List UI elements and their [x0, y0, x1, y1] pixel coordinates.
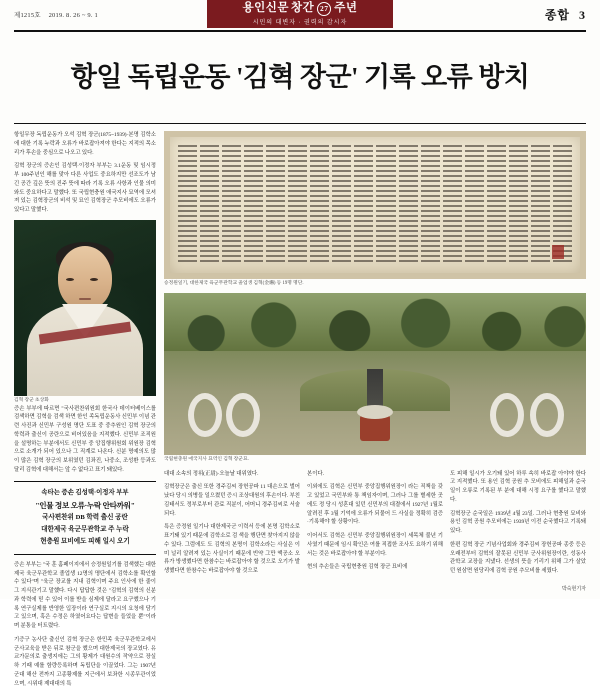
military-academy-document — [164, 131, 586, 279]
paragraph: 대대 소속의 정위(正尉)·오늘날 대위였다. — [164, 470, 259, 477]
paragraph: 이어서도 김혁은 신민부 중앙집행위원장이 세목체 불년 기사였기 때문에 임시 확인은 여를 직접한 조사도 요하기 위해서는 것은 바로잡아야 할 부분이다. — [307, 533, 443, 557]
paragraph: 항일무장 독립운동가 오석 김혁 장군(1875~1939)·본명 김학소에 대한 기록 누락과 오류가 바로잡아져야 한다는 지적의 목소리가 후손을 중심으로 나오고 있다. — [14, 132, 156, 156]
quote-line-4: 현충원 묘비에도 피해 일시 오기 — [40, 538, 130, 546]
quote-line-3: 대한제국 육군무관학교 주 누락 — [41, 526, 129, 534]
paragraph: 김혁 장군의 증손인 김성택·이정자 부부는 3.1운동 및 임시정부 100주년인 해를 맞아 다른 사업도 중요하지만 선조도가 남긴 공간 깊은 뜻의 진주 뜻에 따라 기록 오류 사항과 인물 의미와도 중요하다고 말했다. 또 국립현충원 애국지사 묘역에 모셔져 있는 김혁장군의 비석 및 묘인 김혁장군 추모비에도 오류가 있다고 말했다. — [14, 163, 156, 214]
document-text-lines — [178, 145, 572, 263]
text-column-1 — [164, 470, 300, 592]
page-headline: 항일 독립운동 '김혁 장군' 기록 오류 방치 — [70, 62, 530, 93]
paragraph: 김혁장군 순국일은 1939년 4월 23일. 그러나 현충원 묘비와 용인 김혁 공원 추모비에는 1939년 이전 순국했다고 기록돼 있다. — [450, 510, 586, 535]
section-name: 종합 — [544, 7, 570, 22]
kim-hyuk-portrait — [14, 220, 156, 396]
text-column-3 — [450, 470, 586, 592]
section-label — [545, 6, 586, 25]
lower-text-columns — [164, 470, 586, 592]
text-column-2 — [307, 470, 443, 592]
memorial-wreath — [490, 393, 524, 437]
document-photo-block — [164, 131, 586, 288]
paragraph: 증손 부부에 따르면 "국사편찬위원회 한국사 데이터베이스를 검색하면 김혁을 검색 하면 한인 족독립운동사 신민부 이념 관련 사진과 신민부 구성원 명단 도표 중 중추원인 김혁 장군의 학력과 출신이 공란으로 비어있음을 지적했다. 신민부 조직원을 설명하는 부분에서도 신민부 중 앙집행위원회 위원장 김혁으로 소개가 되어 있으나 그 직계로 나온다. 신분 명예의도 많이 많은 김혁 장군의 보위였던 김좌진, 나중소, 조성환 등과도 달리 김혁에 대해서는 앞 수 없다고 표기 돼있다. — [14, 405, 156, 473]
grave-photo-block — [164, 293, 586, 464]
masthead — [14, 0, 586, 32]
article-body — [14, 124, 586, 687]
section-number: 3 — [579, 7, 586, 22]
flower-basket — [360, 415, 390, 441]
brand-right: 주년 — [334, 2, 358, 14]
grave-site — [164, 293, 586, 455]
paragraph: 본이다. — [307, 470, 324, 477]
portrait-caption: 김혁 장군 초상화 — [14, 397, 49, 403]
memorial-wreath — [188, 393, 222, 437]
document-caption: 승정원일기, 대한제국 육군무관학교 졸업생 김혁(金爀) 등 19명 명단. — [164, 281, 304, 287]
portrait-photo-block — [14, 220, 156, 405]
document-seal — [552, 245, 564, 259]
portrait-eye-right — [90, 278, 98, 281]
paragraph: 한편 김혁 장군 기념사업회와 경주김씨 장헌공파 종중 등은 오래전부터 김혁의 잘못된 신민부 군사위원장이란, 성동사관학교 교장을 지냈다. 선생의 뜻을 기리기 위해 그가 살았던 원삼면 원당리에 김혁 공원 추모비를 세웠다. — [450, 541, 586, 575]
portrait-mouth — [79, 298, 91, 300]
quote-lead: 속타는 증손 김성택·이정자 부부 — [41, 488, 129, 496]
left-column — [14, 131, 156, 687]
masthead-slogan: 시민의 대변자 · 권력의 감시자 — [252, 20, 348, 26]
issue-number: 제1215호 — [14, 11, 41, 19]
newspaper-logo — [207, 0, 393, 28]
memorial-wreath — [530, 393, 564, 437]
paragraph: 이외에도 김혁은 신민부 중앙집행위원장이 라는 직책을 갖고 있었고 국민부와 통 책임자이며, 그러나 그를 별세한 곳에도 정 당시 성혼대 있던 신민부의 대결에서 1927년 1월로 알려진 후 3월 기억에 오류가 되물어 드 사실을 정확히 검증·기록해야 할 상황이다. — [307, 484, 443, 526]
headline-area — [14, 32, 586, 124]
brand-mid: 창간 — [291, 2, 315, 14]
paragraph: 증손 부부는 "국 훈 홈페이지에서 승정원일기를 검색했는 대한제국 육군무관학교 졸업생 12명의 명단에서 김학소를 확인할 수 있다"며 "육군 장교를 지내 김혁이며 주요 인사에 한 줄이 그 지식관기고 말했다. 다시 답답한 것은 "김혁의 김혁의 신분과 학력에 믿 수 있어 이를 받을 심제에 달라고 요구했으나 기록 연구실제를 반영한 입장이라 연구실로 지시의 요청에 담기고 있으며, 혹은 수정은 하였어요다는 답변을 들었을 뿐"이라며 분통을 터트렸다. — [14, 561, 156, 630]
portrait-eye-left — [66, 278, 74, 281]
brand-line — [243, 2, 358, 16]
masthead-issue-date — [14, 10, 98, 21]
paragraph: 도 피해 일시가 오기돼 있어 하루 속히 바로잡 아야야 한다고 지적했다. 또 용인 김혁 공원 추 모비에도 피해일과 순국일이 오류로 기록된 부 분에 대해 시정 요구를 했다고 말했다. — [450, 470, 586, 503]
pull-quote-box — [14, 481, 156, 555]
quote-line-1: "인물 정보 오류·누락 안타까워" — [35, 501, 135, 511]
paragraph: 기증구 농사단 출신인 김혁 장군은 한민족 육군무관학교에서 군사교육을 받은 뒤로 참군을 했으며 대한제국의 장교였다. 유교가문의로 출생지에는 그의 황제가 대원수의 작약으로 장실하 기때 예를 함량등록하며 독립단을 이끌었다. 그는 1907년 군대 해산 전까지 고종황제를 지근에서 보좌한 시종무관이었으며, 시위대 제대대의 특 — [14, 636, 156, 687]
grave-caption: 국립현충원 애국지사 묘역인 김혁 장군묘. — [164, 456, 249, 462]
grave-trees — [164, 293, 586, 351]
brand-name: 용인신문 — [242, 2, 289, 14]
paragraph: 특은 증정원 일기나 대한제국군 이력서 등에 본명 김학소로 표기돼 있기 때문에 김학소로 검 색을 행단면 찾아지지 않을 수 있다. 그럼에도 도 김혁의 본명이 김학소라는 사실은 이미 널리 알려져 있는 사실이기 때문에 빈약 그만 액공소 오류가 방생했다면 한참수는 바로잡아야 할 것으로 오기가 발생했다면 한참수는 바로잡아야 할 것으로 — [164, 524, 300, 575]
issue-date: 2019. 8. 26 ~ 9. 1 — [48, 11, 98, 19]
memorial-wreath — [226, 393, 260, 437]
right-area — [164, 131, 586, 644]
quote-line-2: 국사편찬위 DB 학력 출신 공란 — [42, 514, 128, 522]
paragraph: 김혁장군은 출신 또한 경주김씨 장헌공파 11 대손으로 벌어났다 당시 의병들 일으켰던 증시 조상대원의 후손이다. 부친 김태서도 정부로부터 관료 직분이, 어머니 경주김씨로 서술되다. — [164, 484, 300, 517]
anniversary-badge: 27 — [317, 2, 331, 16]
article-byline: 박숙현기자 — [561, 586, 586, 592]
paragraph: 현의 추손들은 국립현충원 김혁 장군 묘비에 — [307, 564, 408, 571]
